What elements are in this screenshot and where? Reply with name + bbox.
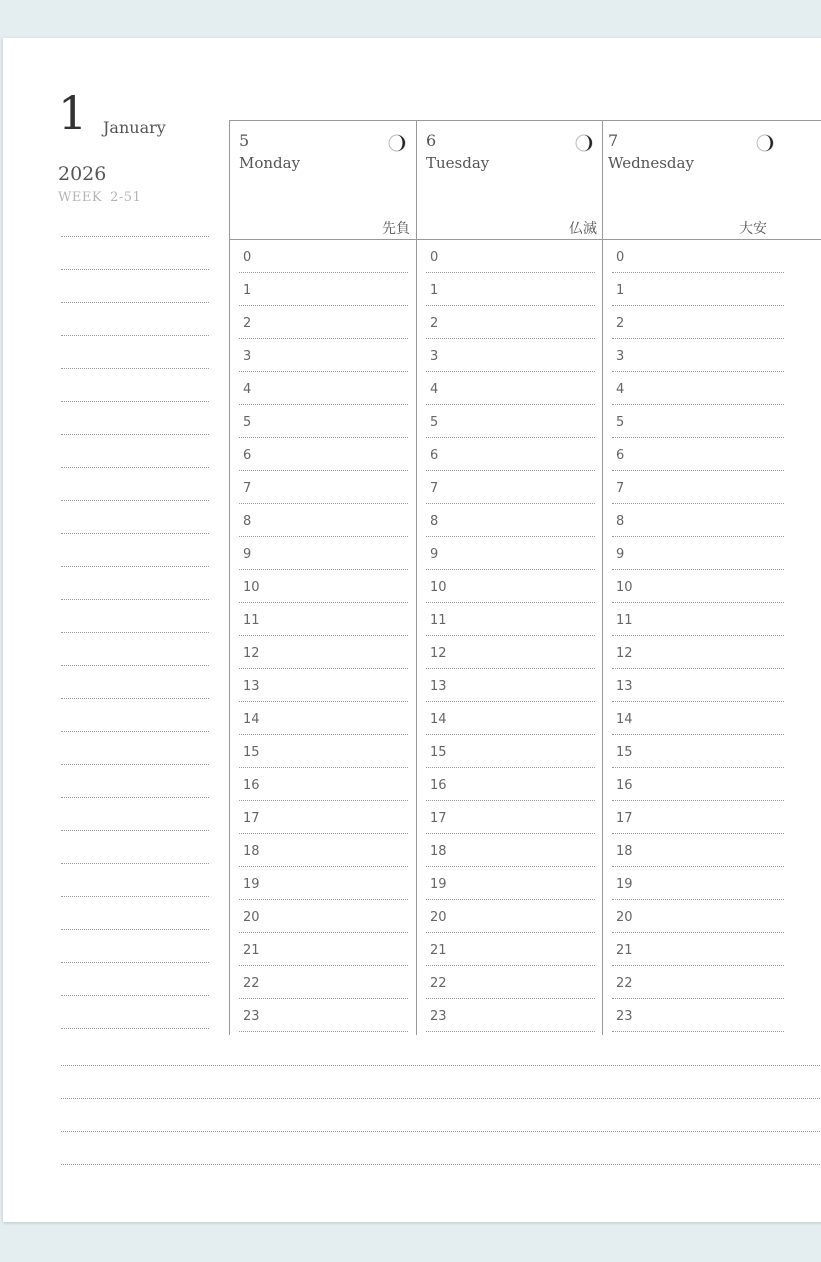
hour-label: 14 — [430, 712, 447, 727]
hour-slot[interactable] — [418, 636, 595, 669]
hour-slot[interactable] — [231, 669, 408, 702]
hour-slot[interactable] — [418, 405, 595, 438]
memo-line — [61, 434, 209, 435]
hour-label: 12 — [243, 646, 260, 661]
hour-slot[interactable] — [231, 405, 408, 438]
memo-line — [61, 401, 209, 402]
hour-label: 1 — [243, 283, 252, 298]
hour-slot[interactable] — [604, 504, 784, 537]
memo-line — [61, 665, 209, 666]
hour-label: 17 — [616, 811, 633, 826]
hour-label: 11 — [243, 613, 260, 628]
hour-slot[interactable] — [231, 834, 408, 867]
hour-label: 10 — [616, 580, 633, 595]
hour-label: 23 — [430, 1009, 447, 1024]
rokuyo-label: 大安 — [739, 221, 767, 237]
hour-slot[interactable] — [418, 471, 595, 504]
hour-slot[interactable] — [418, 966, 595, 999]
hour-label: 1 — [616, 283, 625, 298]
memo-line — [61, 500, 209, 501]
hour-slot[interactable] — [231, 867, 408, 900]
hour-label: 23 — [616, 1009, 633, 1024]
hour-slot[interactable] — [604, 999, 784, 1032]
hour-label: 7 — [430, 481, 439, 496]
hour-slot[interactable] — [604, 801, 784, 834]
hour-slot[interactable] — [604, 339, 784, 372]
day-weekday: Wednesday — [608, 154, 694, 172]
hour-slot[interactable] — [604, 471, 784, 504]
hour-label: 3 — [430, 349, 439, 364]
memo-line — [61, 962, 209, 963]
hour-slot[interactable] — [418, 504, 595, 537]
memo-line — [61, 863, 209, 864]
hour-divider — [426, 1031, 595, 1032]
hour-label: 1 — [430, 283, 439, 298]
hour-slot[interactable] — [231, 636, 408, 669]
hour-slot[interactable] — [604, 669, 784, 702]
hour-slot[interactable] — [231, 372, 408, 405]
hour-slot[interactable] — [604, 306, 784, 339]
hour-label: 19 — [616, 877, 633, 892]
hour-slot[interactable] — [231, 339, 408, 372]
memo-line — [61, 368, 209, 369]
hour-slot[interactable] — [418, 372, 595, 405]
hour-label: 19 — [430, 877, 447, 892]
hour-slot[interactable] — [231, 900, 408, 933]
hour-slot[interactable] — [604, 636, 784, 669]
hour-slot[interactable] — [418, 999, 595, 1032]
hour-slot[interactable] — [604, 240, 784, 273]
hour-label: 0 — [243, 250, 252, 265]
hour-label: 2 — [243, 316, 252, 331]
hour-slot[interactable] — [231, 933, 408, 966]
hour-label: 13 — [430, 679, 447, 694]
hour-label: 2 — [616, 316, 625, 331]
hour-slot[interactable] — [604, 966, 784, 999]
memo-line — [61, 830, 209, 831]
hour-slot[interactable] — [418, 702, 595, 735]
hour-label: 13 — [243, 679, 260, 694]
hour-label: 22 — [616, 976, 633, 991]
hour-slot[interactable] — [418, 768, 595, 801]
memo-line — [61, 698, 209, 699]
column-divider — [416, 120, 417, 1035]
hour-slot[interactable] — [604, 273, 784, 306]
memo-line — [61, 731, 209, 732]
column-divider — [229, 120, 230, 1035]
hour-slot[interactable] — [231, 504, 408, 537]
hour-slot[interactable] — [418, 603, 595, 636]
hour-label: 16 — [243, 778, 260, 793]
hour-slot[interactable] — [604, 834, 784, 867]
hour-label: 10 — [243, 580, 260, 595]
day-weekday: Tuesday — [426, 154, 490, 172]
memo-line — [61, 764, 209, 765]
hour-label: 3 — [243, 349, 252, 364]
day-date: 7 — [608, 131, 619, 150]
hour-label: 6 — [616, 448, 625, 463]
hour-label: 0 — [616, 250, 625, 265]
hour-label: 7 — [616, 481, 625, 496]
hour-slot[interactable] — [418, 240, 595, 273]
memo-line — [61, 929, 209, 930]
rokuyo-label: 仏滅 — [569, 221, 597, 237]
hour-slot[interactable] — [604, 570, 784, 603]
hour-label: 0 — [430, 250, 439, 265]
hour-label: 11 — [430, 613, 447, 628]
hour-label: 18 — [616, 844, 633, 859]
hour-label: 17 — [243, 811, 260, 826]
hour-label: 20 — [430, 910, 447, 925]
memo-line — [61, 995, 209, 996]
hour-label: 9 — [616, 547, 625, 562]
hour-slot[interactable] — [231, 768, 408, 801]
notes-line — [61, 1065, 821, 1066]
week-numbers: 2-51 — [110, 190, 142, 205]
hour-label: 6 — [243, 448, 252, 463]
hour-label: 16 — [616, 778, 633, 793]
hour-label: 16 — [430, 778, 447, 793]
hour-label: 23 — [243, 1009, 260, 1024]
memo-line — [61, 533, 209, 534]
hour-slot[interactable] — [231, 240, 408, 273]
hour-label: 14 — [243, 712, 260, 727]
memo-line — [61, 599, 209, 600]
hour-label: 19 — [243, 877, 260, 892]
hour-slot[interactable] — [604, 372, 784, 405]
hour-label: 5 — [243, 415, 252, 430]
notes-line — [61, 1164, 821, 1165]
memo-line — [61, 1028, 209, 1029]
memo-line — [61, 566, 209, 567]
hour-label: 20 — [616, 910, 633, 925]
hour-slot[interactable] — [231, 306, 408, 339]
day-header — [416, 120, 603, 239]
hour-label: 18 — [430, 844, 447, 859]
hour-divider — [612, 1031, 784, 1032]
hour-slot[interactable] — [604, 900, 784, 933]
day-header — [229, 120, 416, 239]
day-weekday: Monday — [239, 154, 301, 172]
week-range — [58, 190, 141, 205]
hour-label: 8 — [616, 514, 625, 529]
hour-label: 13 — [616, 679, 633, 694]
hour-slot[interactable] — [418, 438, 595, 471]
hour-label: 17 — [430, 811, 447, 826]
hour-label: 15 — [430, 745, 447, 760]
hour-label: 12 — [616, 646, 633, 661]
hour-slot[interactable] — [418, 306, 595, 339]
hour-slot[interactable] — [418, 339, 595, 372]
hour-label: 2 — [430, 316, 439, 331]
hour-label: 12 — [430, 646, 447, 661]
hour-label: 7 — [243, 481, 252, 496]
hour-label: 15 — [243, 745, 260, 760]
hour-label: 9 — [243, 547, 252, 562]
hour-slot[interactable] — [604, 405, 784, 438]
notes-line — [61, 1098, 821, 1099]
hour-label: 3 — [616, 349, 625, 364]
hour-slot[interactable] — [231, 702, 408, 735]
month-number: 1 — [58, 86, 88, 140]
month-name: January — [103, 118, 166, 137]
hour-slot[interactable] — [418, 537, 595, 570]
day-date: 6 — [426, 131, 437, 150]
hour-slot[interactable] — [418, 834, 595, 867]
memo-line — [61, 236, 209, 237]
hour-label: 5 — [430, 415, 439, 430]
hour-label: 4 — [243, 382, 252, 397]
hour-slot[interactable] — [231, 999, 408, 1032]
memo-line — [61, 269, 209, 270]
hour-slot[interactable] — [231, 537, 408, 570]
hour-divider — [239, 1031, 408, 1032]
hour-slot[interactable] — [231, 966, 408, 999]
hour-slot[interactable] — [231, 603, 408, 636]
hour-slot[interactable] — [418, 570, 595, 603]
hour-label: 22 — [243, 976, 260, 991]
memo-line — [61, 467, 209, 468]
hour-slot[interactable] — [418, 801, 595, 834]
memo-line — [61, 797, 209, 798]
hour-slot[interactable] — [604, 735, 784, 768]
hour-slot[interactable] — [604, 768, 784, 801]
year: 2026 — [58, 163, 107, 185]
hour-label: 6 — [430, 448, 439, 463]
hour-slot[interactable] — [604, 702, 784, 735]
hour-slot[interactable] — [604, 603, 784, 636]
hour-label: 21 — [430, 943, 447, 958]
memo-line — [61, 632, 209, 633]
hour-slot[interactable] — [604, 537, 784, 570]
hour-slot[interactable] — [604, 933, 784, 966]
waxing-crescent-moon-icon — [755, 133, 775, 153]
hour-label: 9 — [430, 547, 439, 562]
hour-label: 18 — [243, 844, 260, 859]
day-date: 5 — [239, 131, 250, 150]
memo-line — [61, 335, 209, 336]
planner-page — [3, 38, 821, 1222]
hour-slot[interactable] — [418, 900, 595, 933]
hour-label: 15 — [616, 745, 633, 760]
hour-label: 21 — [243, 943, 260, 958]
notes-line — [61, 1131, 821, 1132]
hour-label: 20 — [243, 910, 260, 925]
hour-slot[interactable] — [231, 273, 408, 306]
waxing-crescent-moon-icon — [574, 133, 594, 153]
hour-slot[interactable] — [231, 471, 408, 504]
memo-line — [61, 896, 209, 897]
hour-slot[interactable] — [231, 801, 408, 834]
day-header — [602, 120, 789, 239]
week-label: WEEK — [58, 190, 103, 205]
hour-label: 4 — [616, 382, 625, 397]
hour-slot[interactable] — [418, 867, 595, 900]
hour-slot[interactable] — [418, 933, 595, 966]
hour-slot[interactable] — [604, 867, 784, 900]
hour-label: 22 — [430, 976, 447, 991]
memo-line — [61, 302, 209, 303]
hour-slot[interactable] — [418, 669, 595, 702]
hour-label: 10 — [430, 580, 447, 595]
hour-label: 21 — [616, 943, 633, 958]
hour-slot[interactable] — [604, 438, 784, 471]
hour-slot[interactable] — [231, 570, 408, 603]
hour-label: 8 — [430, 514, 439, 529]
hour-label: 11 — [616, 613, 633, 628]
hour-label: 8 — [243, 514, 252, 529]
hour-slot[interactable] — [231, 735, 408, 768]
hour-label: 4 — [430, 382, 439, 397]
hour-slot[interactable] — [418, 735, 595, 768]
column-divider — [602, 120, 603, 1035]
hour-label: 14 — [616, 712, 633, 727]
rokuyo-label: 先負 — [382, 221, 410, 237]
hour-label: 5 — [616, 415, 625, 430]
hour-slot[interactable] — [231, 438, 408, 471]
hour-slot[interactable] — [418, 273, 595, 306]
waxing-crescent-moon-icon — [387, 133, 407, 153]
